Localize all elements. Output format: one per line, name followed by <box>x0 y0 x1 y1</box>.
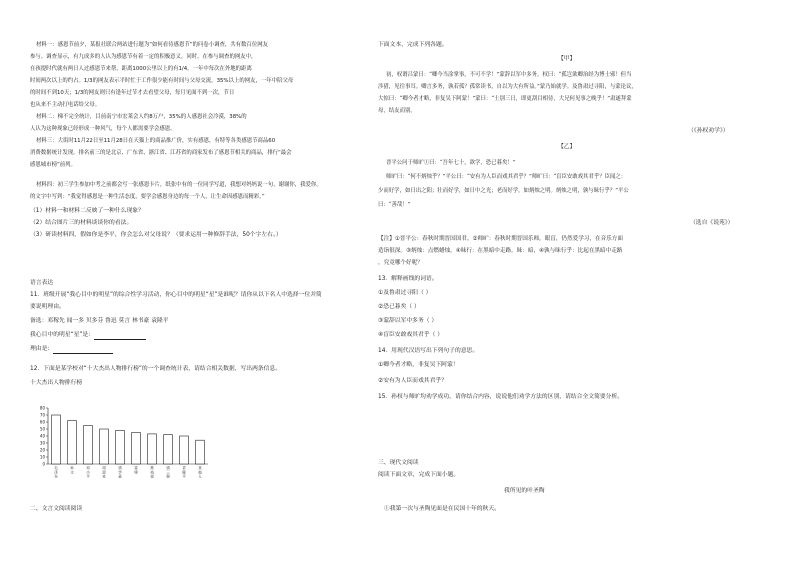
category-label: 强 <box>166 474 170 479</box>
material-line: 消费数据统计发现，排名前三的是北京、广东省、浙江省、江苏省的商家发布了感恩节相关的商品，排行“最会 <box>30 150 292 156</box>
bar <box>100 429 109 464</box>
category-label: 邓 <box>86 466 90 470</box>
category-label: 锋 <box>134 470 138 475</box>
material-line: 的时间不到10天；1/3的网友则只有逢年过节才去看望父母，每月见面不到一次，节日 <box>30 90 235 96</box>
category-label: 来 <box>102 474 106 479</box>
category-label: 平 <box>86 474 90 479</box>
material-line: 材料三：大街时11月22日至11月28日在天猫上的商品推广价，实有感恩，有特等各类感恩节商品60 <box>36 138 276 144</box>
category-label: 孙 <box>70 466 74 470</box>
category-label: 三 <box>166 470 170 475</box>
material-line: 人认为这种现象已经形成一种风气，每个人都需要学会感恩。 <box>30 126 176 132</box>
yi-line: 师旷曰：“何不炳烛乎？”平公曰：“安有为人臣而戏其君乎？”师旷曰：“盲臣安敢戏其君乎？臣闻之： <box>386 174 627 180</box>
category-label: 周 <box>102 466 106 470</box>
modern-article-title: 我所见的叶圣陶 <box>504 488 545 494</box>
jia-line: 大惊曰：“卿今者才略，非复吴下阿蒙！”蒙曰：“士别三日，即更刮目相待，大兄何见事之晚乎！”肃遂拜蒙 <box>378 96 632 102</box>
category-label: 焦 <box>150 466 154 470</box>
category-label: 禄 <box>150 474 154 479</box>
y-tick-label: 80 <box>39 405 45 411</box>
reading-intro: 下面文本，完成下列各题。 <box>378 42 448 48</box>
category-label: 文 <box>70 470 74 475</box>
yi-line: 晋平公问于师旷①曰：“吾年七十，欲学，恐已暮矣！” <box>386 160 516 166</box>
text-label-jia: 【甲】 <box>558 56 576 62</box>
yi-line: 曰：“善哉！” <box>378 202 411 208</box>
q11-reason-label: 理由是： <box>30 346 54 352</box>
jia-line: 初，权谓吕蒙曰：“卿今当涂掌事，不可不学！”蒙辞以军中多务。权曰：“孤岂欲卿治经为博士邪！但当 <box>386 72 632 78</box>
question-13: 13．解释画线的词语。 <box>378 276 438 282</box>
q11-reason-prompt <box>30 346 113 354</box>
q11-line: 要说明理由。 <box>30 304 65 310</box>
bar <box>196 440 205 464</box>
category-label: 钱 <box>118 466 122 470</box>
material-line: 材料二：梯不完全统计，目前南宁市宏莱会人约8万户，35%的人感恩社会冷漠，38%的 <box>36 114 247 120</box>
notes-line: ，究竟哪个好呢？ <box>378 260 423 266</box>
q11-star-prompt <box>30 332 146 340</box>
text-label-yi: 【乙】 <box>558 144 576 150</box>
answer-blank[interactable] <box>53 346 113 354</box>
q11-line: 11．班级开展“我心目中的明星”的综合性学习活动，你心目中的明星“星”是谁呢？请你从以下名人中选择一位并简 <box>30 292 322 298</box>
y-tick-label: 0 <box>42 461 45 467</box>
notes-line: 【注】①晋平公：春秋时期晋国国君。②师旷：春秋时期晋国乐师，眼盲，仍然爱学习，在音乐方面 <box>378 236 623 242</box>
bar <box>116 430 125 464</box>
q13-item[interactable]: ③蒙辞以军中多务（ ） <box>378 318 438 324</box>
bar <box>68 421 77 464</box>
category-label: 雷 <box>134 466 138 470</box>
material-line: 感恩城市榜”前列。 <box>30 162 76 168</box>
category-label: 裕 <box>150 470 154 475</box>
question-1: （1）材料一和材料二反映了一种什么现象？ <box>30 208 144 214</box>
modern-paragraph-1: ①我第一次与圣陶见面是在民国十年的秋天。 <box>384 506 500 512</box>
bar <box>52 415 61 464</box>
category-label: 隆 <box>182 470 186 475</box>
yi-line: 少而好学，如日出之阳；壮而好学，如日中之光；老而好学，如炳烛之明。炳烛之明，孰与昧行乎？”平公 <box>378 188 629 194</box>
category-label: 其 <box>198 466 202 470</box>
question-15: 15．孙权与师旷均劝学成功，请你结合内容，说说他们劝学方法的区别，请结合全文简要分析。 <box>378 394 624 400</box>
y-tick-label: 60 <box>39 419 45 425</box>
bar <box>132 433 141 465</box>
category-label: 平 <box>182 474 186 479</box>
category-label: 恩 <box>102 470 106 475</box>
q14-item: ①卿今者才略，非复吴下阿蒙！ <box>378 362 459 368</box>
answer-blank[interactable] <box>94 332 146 340</box>
category-label: 毛 <box>54 466 58 470</box>
q13-item[interactable]: ②恐已暮矣（ ） <box>378 304 420 310</box>
y-tick-label: 10 <box>39 454 45 460</box>
q11-candidates: 备选：邓稼先 闻一多 贝多芬 鲁迅 莫言 林书豪 袁隆平 <box>30 318 169 324</box>
chart-bars <box>52 415 205 464</box>
y-tick-label: 20 <box>39 447 45 453</box>
material-line: 材料一：感恩节前夕，某报社联合两站进行题为“如何看待感恩节”的问卷小调查，共有数百位网友 <box>36 42 268 48</box>
section-heading-modern: 三、现代文阅读 <box>378 460 419 466</box>
modern-intro: 阅读下面文章，完成下面小题。 <box>378 472 460 478</box>
material-line: 时间两次以上的约占。1/3的网友表示平时忙于工作很少能有时间与父母交流，35%以上的网友，一年中陪父母 <box>30 78 294 84</box>
category-label: 东 <box>54 474 58 479</box>
y-tick-label: 40 <box>39 433 45 439</box>
bar <box>148 434 157 464</box>
question-3: （3）研读材料四，假如你是李平，你会怎么对父母说？（要求运用一种修辞手法，50个字左右。） <box>30 232 282 238</box>
chart-title: 十大杰出人物排行榜 <box>30 380 83 386</box>
jia-source: （《孙权劝学》） <box>688 128 729 134</box>
question-2: （2）结合图片三的材料谈谈你的看法。 <box>30 220 133 226</box>
jia-line: 涉猎，见往事耳。卿言多务，孰若孤？孤常读书，自以为大有所益。”蒙乃始就学。及鲁肃过寻阳，与蒙论议， <box>378 84 637 90</box>
q12-line: 12．下面是某学校对“十大杰出人物排行榜”的一个调查统计表，请结合相关数据，写出两条信息。 <box>30 366 282 372</box>
material-line: 参与。调查显示，有九成多的人认为感恩节有着一定的积极意义。同时，在参与调查的网友中， <box>30 54 257 60</box>
y-tick-label: 50 <box>39 426 45 432</box>
q13-item[interactable]: ①及鲁肃过寻阳（ ） <box>378 290 432 296</box>
material-line: 材料四：初三学生参加中考之前都会写一张感恩卡片，纸张中有的一位同学写道，我想对妈妈说一句，谢谢你，我爱你。 <box>36 182 322 188</box>
category-label: 小 <box>86 470 90 475</box>
jia-line: 母，结友而别。 <box>378 108 416 114</box>
y-tick-label: 70 <box>39 412 45 418</box>
y-tick-label: 30 <box>39 440 45 446</box>
bar <box>164 435 173 464</box>
bar <box>180 436 189 464</box>
section-heading-language: 语言表达 <box>30 280 54 286</box>
category-label: 森 <box>118 474 122 479</box>
material-line: 的文字中写到：“我觉得感恩是一种生活态度，要学会感恩身边的每一个人，让生命因感恩而精彩。” <box>30 194 265 200</box>
category-label: 他 <box>198 470 202 475</box>
q11-star-label: 我心目中的明星“星”是： <box>30 332 94 338</box>
bar-chart <box>34 402 214 480</box>
chart-labels <box>54 465 202 479</box>
category-label: 袁 <box>182 466 186 470</box>
q14-item: ②安有为人臣而戏其君乎？ <box>378 378 447 384</box>
material-line: 也从来不主动打电话给父母。 <box>30 102 101 108</box>
notes-line: 造诣很深。③炳烛：点燃蜡烛。④昧行：在黑暗中走路。昧：暗，④孰与昧行乎：比起在黑暗中走路 <box>378 248 623 254</box>
category-label: 泽 <box>54 470 58 475</box>
category-label: 人 <box>198 474 202 479</box>
category-label: 学 <box>118 470 122 475</box>
section-heading-classical: 二、文言文阅读阅读 <box>30 506 83 512</box>
q13-item[interactable]: ④盲臣安敢戏其君乎（ ） <box>378 332 444 338</box>
category-label: 钱 <box>166 466 170 470</box>
question-14: 14．用现代汉语写出下列句子的意思。 <box>378 348 479 354</box>
yi-source: （选自《说苑》） <box>690 220 734 226</box>
material-line: 在孩提时代就有两日人过感恩节来帮，距离1000公里以上的有1/4，一年中每次在外地的距离 <box>30 66 252 72</box>
bar <box>84 426 93 465</box>
